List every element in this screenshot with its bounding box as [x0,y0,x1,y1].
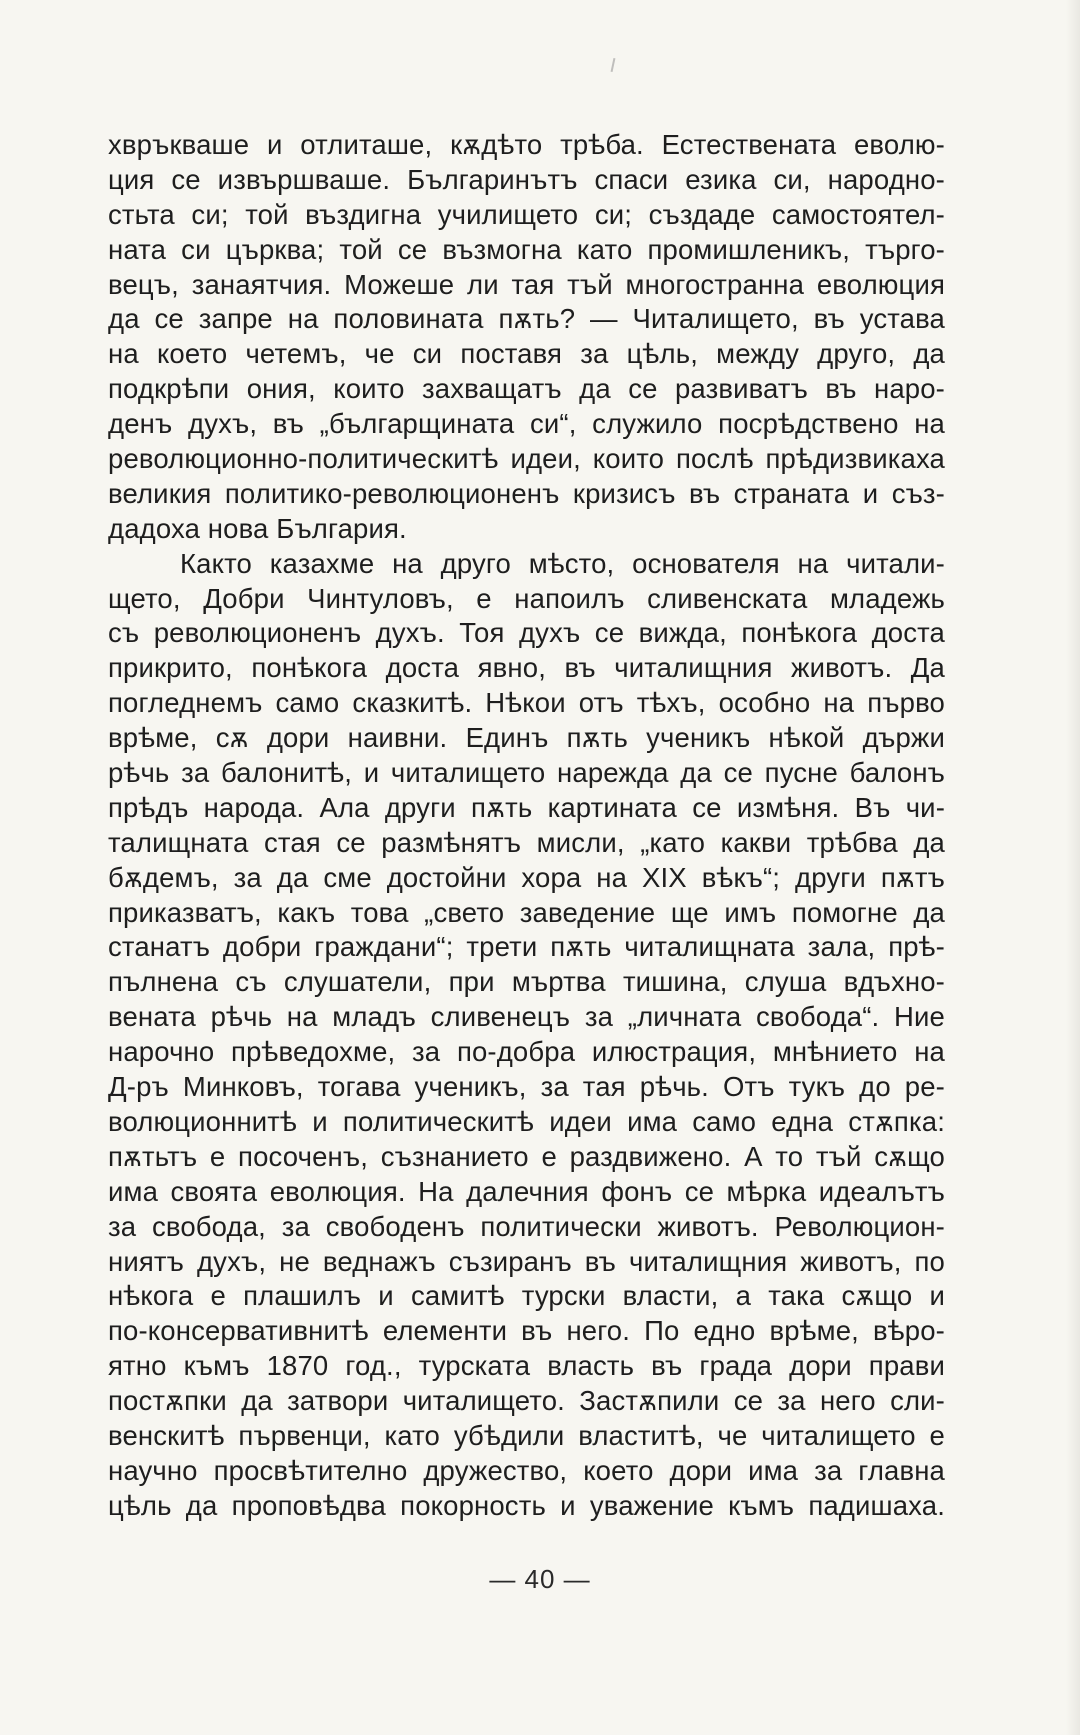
text-line: революционно-политическитѣ идеи, които послѣ прѣдизвикаха [108,443,945,475]
text-line: съ революционенъ духъ. Тоя духъ се вижда, понѣкога доста [108,617,945,649]
page-body-text [108,128,945,1524]
text-line: ция се извършваше. Българинътъ спаси езика си, народно- [108,163,945,195]
text-line: дадоха нова България. [108,512,407,544]
text-line: талищната стая се размѣнятъ мисли, „като какви трѣбва да [108,826,945,858]
text-line: пѫтьтъ е посоченъ, съзнанието е раздвижено. А то тъй сѫщо [108,1140,945,1172]
text-line: вената рѣчь на младъ сливенецъ за „личната свобода“. Ние [108,1001,945,1033]
text-line: приказватъ, какъ това „свето заведение ще имъ помогне да [108,896,945,928]
text-line: прикрито, понѣкога доста явно, въ читалищния животъ. Да [108,652,945,684]
text-line: постѫпки да затвори читалището. Застѫпили се за него сли- [108,1385,945,1417]
text-line: прѣдъ народа. Ала други пѫть картината се измѣня. Въ чи- [108,791,945,823]
text-line: ятно къмъ 1870 год., турската власть въ града дори прави [108,1350,945,1382]
page-number: — 40 — [489,1564,591,1594]
page-edge-shadow [1066,0,1080,1735]
text-line: по-консервативнитѣ елементи въ него. По едно врѣме, вѣро- [108,1315,945,1347]
text-line: рѣчь за балонитѣ, и читалището нарежда да се пусне балонъ [108,757,945,789]
text-line: великия политико-революционенъ кризисъ въ страната и съз- [108,477,945,509]
text-line: бѫдемъ, за да сме достойни хора на XIX вѣкъ“; други пѫтъ [108,861,945,893]
text-line: стьта си; той въздигна училището си; създаде самостоятел- [108,198,945,230]
text-line: волюционнитѣ и политическитѣ идеи има само една стѫпка: [108,1105,945,1137]
text-line: има своята еволюция. На далечния фонъ се мѣрка идеалътъ [108,1175,945,1207]
text-line: за свобода, за свободенъ политически животъ. Революцион- [108,1210,945,1242]
text-line: нарочно прѣведохме, за по-добра илюстрация, мнѣнието на [108,1036,945,1068]
text-line: нѣкога е плашилъ и самитѣ турски власти, а така сѫщо и [108,1280,945,1312]
text-line: цѣль да проповѣдва покорность и уважение къмъ падишаха. [108,1489,945,1521]
text-line: станатъ добри граждани“; трети пѫть читалищната зала, прѣ- [108,931,945,963]
text-line: Както казахме на друго мѣсто, основателя на читали- [180,547,945,579]
text-line: вецъ, занаятчия. Можеше ли тая тъй многостранна еволюция [108,268,945,300]
text-line: да се запре на половината пѫть? — Читалището, въ устава [108,303,945,335]
text-line: щето, Добри Чинтуловъ, е напоилъ сливенската младежь [108,582,945,614]
text-line: погледнемъ само сказкитѣ. Нѣкои отъ тѣхъ, особно на първо [108,687,945,719]
text-line: ната си църква; той се възмогна като промишленикъ, търго- [108,233,945,265]
pencil-mark [611,58,616,72]
text-line: пълнена съ слушатели, при мъртва тишина, слуша вдъхно- [108,966,945,998]
text-line: венскитѣ първенци, като убѣдили властитѣ, че читалището е [108,1419,945,1451]
text-line: Д-ръ Минковъ, тогава ученикъ, за тая рѣчь. Отъ тукъ до ре- [108,1071,945,1103]
text-line: научно просвѣтително дружество, което дори има за главна [108,1454,945,1486]
text-line: на което четемъ, че си поставя за цѣль, между друго, да [108,338,945,370]
text-line: подкрѣпи ония, които захващатъ да се развиватъ въ наро- [108,373,945,405]
text-line: хвръкваше и отлиташе, кѫдѣто трѣба. Естествената еволю- [108,129,945,160]
text-line: ниятъ духъ, не веднажъ съзиранъ въ читалищния животъ, по [108,1245,945,1277]
text-line: врѣме, сѫ дори наивни. Единъ пѫть ученикъ нѣкой държи [108,722,945,754]
text-line: денъ духъ, въ „българщината си“, служило посрѣдствено на [108,408,945,440]
